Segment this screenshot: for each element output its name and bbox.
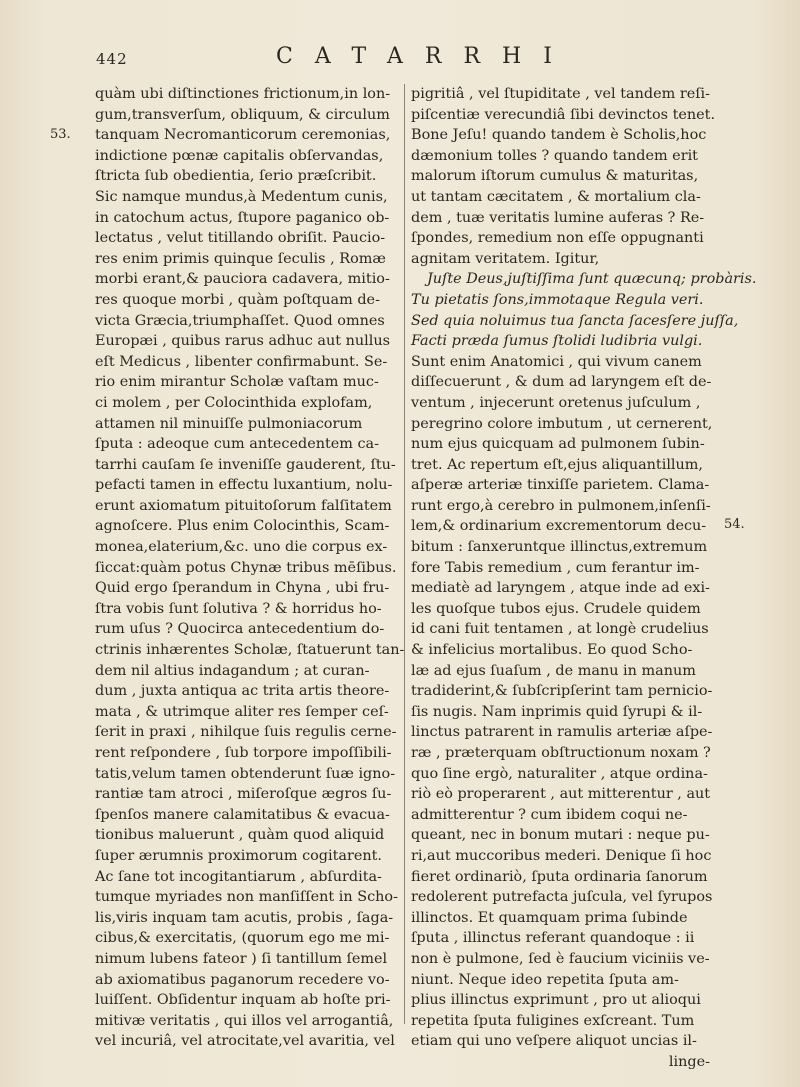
text-line: indictione pœnæ capitalis obſervandas, (95, 147, 384, 164)
text-line: monea,elaterium,&c. uno die corpus ex- (95, 539, 388, 556)
text-line: rio enim mirantur Scholæ vaſtam muc- (95, 374, 379, 391)
right-column-bottom-text (411, 352, 716, 1052)
text-line: les quoſque tubos ejus. Crudele quidem (411, 600, 701, 617)
text-line: etiam qui uno veſpere aliquot uncias il- (411, 1033, 697, 1050)
text-line: tradiderint,& ſubſcripſerint tam pernicio- (411, 683, 713, 700)
text-line: Ac ſane tot incogitantiarum , abſurdita- (95, 868, 382, 885)
running-title: CATARRHI (276, 44, 574, 69)
left-column (95, 84, 405, 1052)
verse-line: Juſte Deus,juſtiſſima ſunt quæcunq; probàris. (427, 271, 757, 288)
text-line: res enim primis quinque ſeculis , Romæ (95, 250, 386, 267)
text-line: læ ad ejus ſuaſum , de manu in manum (411, 662, 696, 679)
text-line: pigritiâ , vel ſtupiditate , vel tandem reſi- (411, 86, 710, 102)
text-line: ventum , injecerunt oretenus juſculum , (411, 394, 701, 411)
text-line: ſiccat:quàm potus Chynæ tribus mēſibus. (95, 559, 397, 576)
text-line: diſſecuerunt , & dum ad laryngem eſt de- (411, 374, 712, 391)
text-line: tionibus maluerunt , quàm quod aliquid (95, 827, 385, 844)
text-line: num ejus quicquam ad pulmonem ſubin- (411, 436, 705, 453)
text-line: non è pulmone, ſed è faucium viciniis ve- (411, 950, 710, 967)
text-line: ci molem , per Colocinthida explofam, (95, 394, 373, 411)
text-line: mata , & utrimque aliter res ſemper ceſ- (95, 703, 389, 720)
text-line: ri,aut muccoribus mederi. Denique ſi hoc (411, 847, 712, 864)
text-line: tret. Ac repertum eſt,ejus aliquantillum, (411, 456, 704, 473)
text-line: bitum : ſanxeruntque illinctus,extremum (411, 539, 708, 556)
text-line: dem nil altius indagandum ; at curan- (95, 662, 370, 679)
text-line: luiſſent. Obſidentur inquam ab hoſte pri- (95, 992, 391, 1009)
text-line: mitivæ veritatis , qui illos vel arrogantiâ, (95, 1012, 394, 1029)
text-line: linctus patrarent in ramulis arteriæ aſpe- (411, 724, 713, 741)
verse-line: Sed quia noluimus tua ſancta ſacesſere juſſa, (411, 312, 739, 329)
text-line: rantiæ tam atroci , miſeroſque ægros ſu- (95, 786, 392, 803)
text-line: res quoque morbi , quàm poſtquam de- (95, 291, 380, 308)
text-line: victa Græcia,triumphaſſet. Quod omnes (95, 312, 385, 329)
column-divider (404, 84, 405, 1024)
text-line: in catochum actus, ſtupore paganico ob- (95, 209, 390, 226)
text-line: eſt Medicus , libenter confirmabunt. Se- (95, 353, 388, 370)
text-line: lem,& ordinarium excrementorum decu- (411, 518, 707, 535)
text-line: Sunt enim Anatomici , qui vivum canem (411, 353, 702, 370)
page-number: 442 (96, 50, 128, 68)
text-line: piſcentiæ verecundiâ ſibi devinctos tenet. (411, 106, 716, 123)
text-line: ctrinis inhærentes Scholæ, ſtatuerunt tan- (95, 642, 405, 659)
text-line: queant, nec in bonum mutari : neque pu- (411, 827, 710, 844)
text-line: ſis nugis. Nam inprimis quid ſyrupi & il- (411, 703, 703, 720)
text-line: Bone Jeſu! quando tandem è Scholis,hoc (411, 127, 707, 144)
text-line: rum uſus ? Quocirca antecedentium do- (95, 621, 385, 638)
text-line: Europæi , quibus rarus adhuc aut nullus (95, 333, 391, 350)
text-line: ſerit in praxi , nihilque ſuis regulis cerne- (95, 724, 397, 741)
text-line: ſputa : adeoque cum antecedentem ca- (95, 436, 379, 453)
text-line: redolerent putrefacta juſcula, vel ſyrupos (411, 889, 713, 906)
verse-line: Tu pietatis ſons,immotaque Regula veri. (411, 291, 704, 308)
text-line: pefacti tamen in effectu luxantium, nolu- (95, 477, 393, 494)
catchword: linge- (668, 1053, 710, 1070)
text-line: quo ſine ergò, naturaliter , atque ordina- (411, 765, 708, 782)
text-line: ſpondes, remedium non eſſe oppugnanti (411, 230, 704, 247)
right-column-top-text (411, 84, 716, 269)
text-line: illinctos. Et quamquam prima ſubinde (411, 909, 688, 926)
text-line: tarrhi cauſam ſe inveniſſe gauderent, ſtu- (95, 456, 396, 473)
text-line: plius illinctus exprimunt , pro ut alioqui (411, 992, 701, 1009)
text-line: quàm ubi diſtinctiones frictionum,in lon- (95, 86, 391, 102)
text-line: dæmonium tolles ? quando tandem erit (411, 147, 698, 164)
text-line: agnoſcere. Plus enim Colocinthis, Scam- (95, 518, 390, 535)
verse-line: Facti præda ſumus ſtolidi ludibria vulgi. (411, 333, 703, 350)
text-line: niunt. Neque ideo repetita ſputa am- (411, 971, 679, 988)
text-line: riò eò properarent , aut mitterentur , aut (411, 786, 711, 803)
margin-note-right: 54. (724, 517, 745, 532)
text-line: lectatus , velut titillando obriſit. Paucio- (95, 230, 386, 247)
text-line: & infelicius mortalibus. Eo quod Scho- (411, 642, 693, 659)
text-line: attamen nil minuiſſe pulmoniacorum (95, 415, 363, 432)
text-line: ſtra vobis ſunt ſolutiva ? & horridus ho- (95, 600, 382, 617)
text-line: erunt axiomatum pituitoſorum falſitatem (95, 497, 392, 514)
text-line: nimum lubens fateor ) ſi tantillum ſemel (95, 950, 388, 967)
text-line: cibus,& exercitatis, (quorum ego me mi- (95, 930, 390, 947)
text-line: ab axiomatibus paganorum recedere vo- (95, 971, 390, 988)
text-line: mediatè ad laryngem , atque inde ad exi- (411, 580, 710, 597)
text-line: runt ergo,à cerebro in pulmonem,inſenſi- (411, 497, 711, 514)
text-line: ſputa , illinctus referant quandoque : ii (411, 930, 695, 947)
text-line: id cani fuit tentamen , at longè crudelius (411, 621, 709, 638)
text-line: tatis,velum tamen obtenderunt ſuæ igno- (95, 765, 396, 782)
text-line: fieret ordinariò, ſputa ordinaria ſanorum (411, 868, 708, 885)
text-line: peregrino colore imbutum , ut cernerent, (411, 415, 713, 432)
text-line: Sic namque mundus,à Medentum cunis, (95, 188, 388, 205)
text-line: lis,viris inquam tam acutis, probis , ſaga- (95, 909, 394, 926)
text-line: rent reſpondere , ſub torpore impoſſibili- (95, 745, 392, 761)
margin-note-left: 53. (50, 127, 71, 142)
text-line: aſperæ arteriæ tinxiſſe parietem. Clama- (411, 477, 710, 494)
text-line: gum,transverſum, obliquum, & circulum (95, 106, 390, 123)
text-line: repetita ſputa fuligines exſcreant. Tum (411, 1012, 695, 1029)
text-line: malorum iſtorum cumulus & maturitas, (411, 168, 699, 185)
text-line: ſtricta ſub obedientia, ſerio præſcribit. (95, 168, 377, 185)
page-header (96, 44, 716, 74)
text-line: ut tantam cæcitatem , & mortalium cla- (411, 188, 701, 205)
text-line: vel incuriâ, vel atrocitate,vel avaritia, vel (95, 1033, 395, 1050)
text-line: ſuper ærumnis proximorum cogitarent. (95, 847, 382, 864)
text-line: admitterentur ? cum ibidem coqui ne- (411, 806, 688, 823)
text-line: tumque myriades non manſiſſent in Scho- (95, 889, 398, 906)
text-line: agnitam veritatem. Igitur, (411, 250, 600, 267)
text-line: Quid ergo ſperandum in Chyna , ubi fru- (95, 580, 390, 597)
text-line: dem , tuæ veritatis lumine auferas ? Re- (411, 209, 705, 226)
text-line: ſpenſos manere calamitatibus & evacua- (95, 806, 390, 823)
text-line: dum , juxta antiqua ac trita artis theore- (95, 683, 390, 700)
verse-block (411, 269, 757, 351)
text-line: fore Tabis remedium , cum ferantur im- (411, 559, 700, 576)
text-line: tanquam Necromanticorum ceremonias, (95, 127, 391, 144)
text-line: ræ , præterquam obſtructionum noxam ? (411, 745, 711, 761)
text-line: morbi erant,& pauciora cadavera, mitio- (95, 271, 390, 288)
